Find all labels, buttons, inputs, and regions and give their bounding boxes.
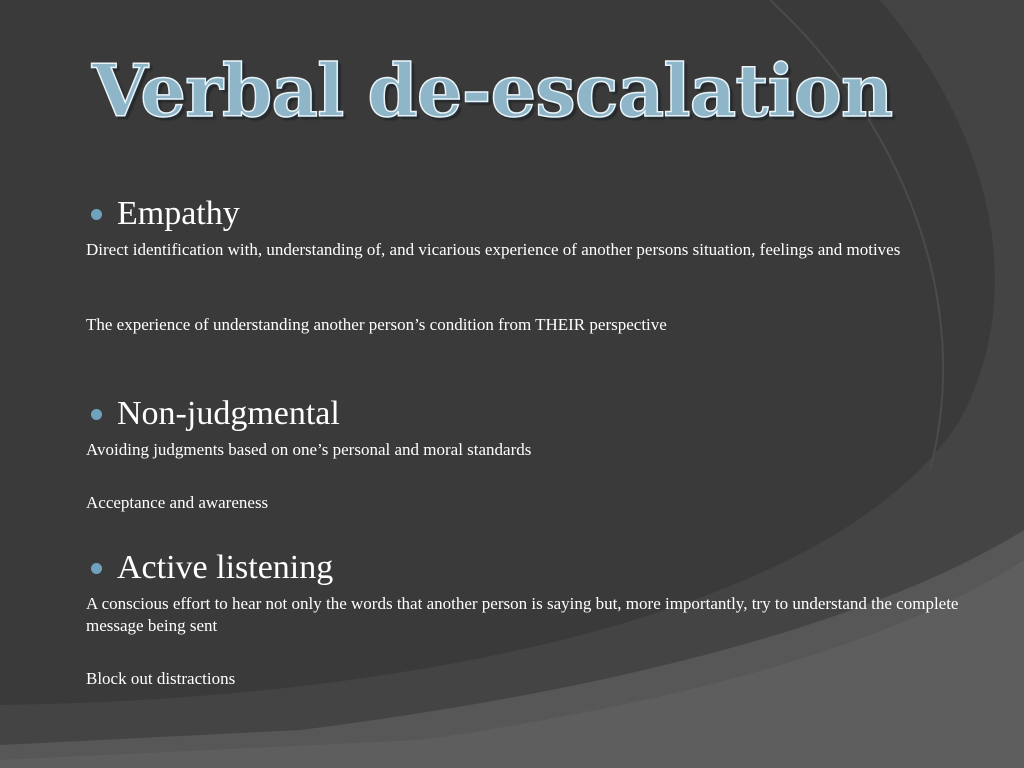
section-paragraph: A conscious effort to hear not only the words that another person is saying but, more importantly, try to understand the complete message being sent bbox=[86, 594, 959, 635]
section-heading-text: Non-judgmental bbox=[117, 395, 340, 432]
section-heading-text: Active listening bbox=[117, 549, 334, 586]
bullet-icon bbox=[91, 409, 102, 420]
section-paragraph: Direct identification with, understanding of, and vicarious experience of another persons situation, feelings and motives bbox=[86, 240, 901, 259]
bullet-icon bbox=[91, 563, 102, 574]
section-paragraph: The experience of understanding another person’s condition from THEIR perspective bbox=[86, 315, 667, 334]
section-heading-non-judgmental bbox=[86, 394, 340, 434]
section-heading-active-listening bbox=[86, 548, 333, 588]
section-heading-text: Empathy bbox=[117, 195, 240, 232]
slide-title: Verbal de-escalation bbox=[92, 48, 893, 133]
slide-content bbox=[86, 0, 998, 768]
bullet-icon bbox=[91, 209, 102, 220]
section-paragraph: Avoiding judgments based on one’s personal and moral standards bbox=[86, 440, 532, 459]
section-paragraph: Acceptance and awareness bbox=[86, 493, 269, 512]
section-paragraph: Block out distractions bbox=[86, 669, 236, 688]
section-heading-empathy bbox=[86, 194, 240, 234]
